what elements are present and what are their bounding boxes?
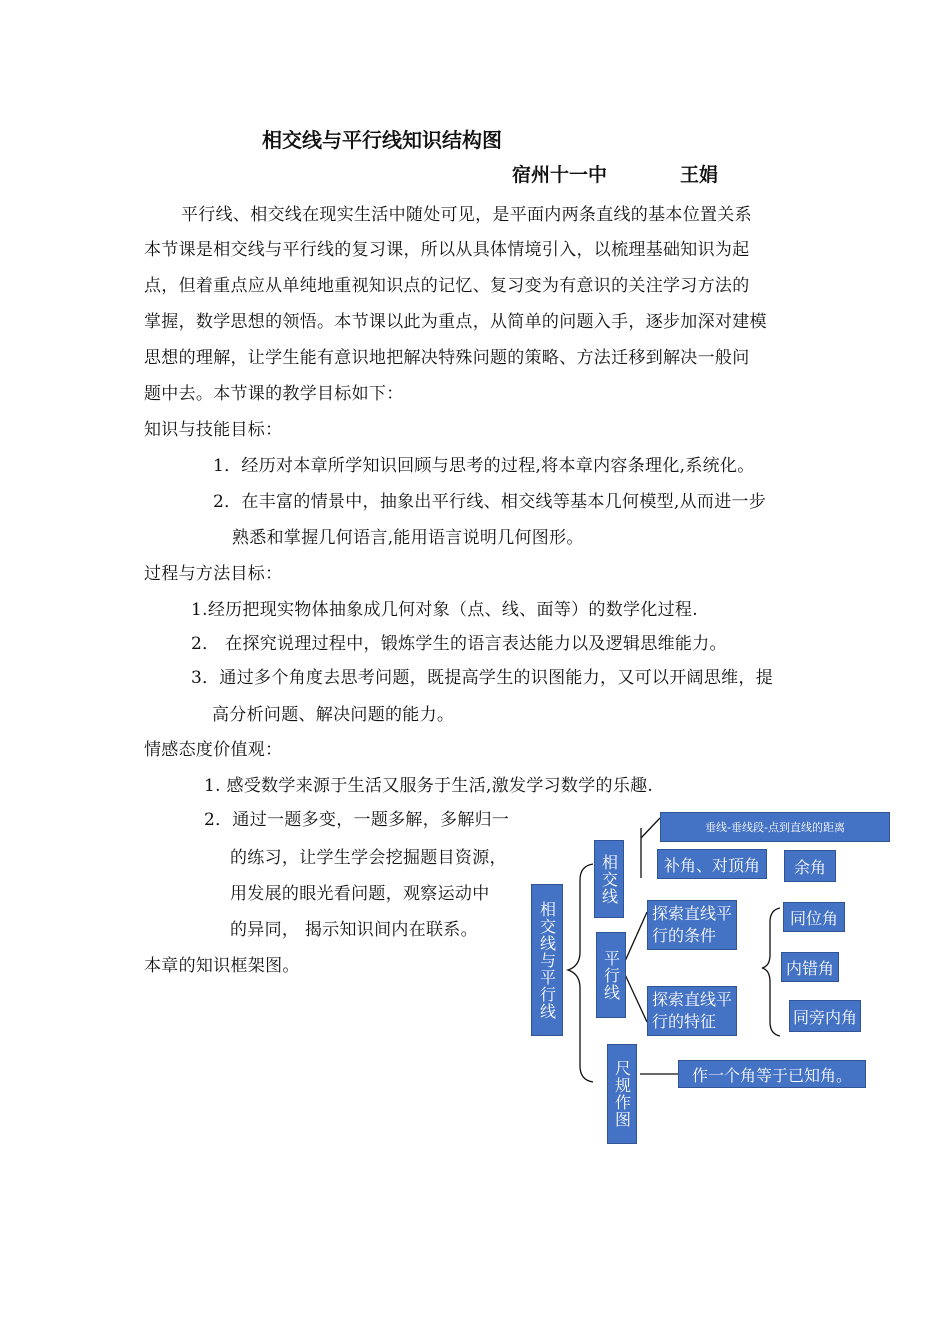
process-item: 3．通过多个角度去思考问题，既提高学生的识图能力，又可以开阔思维，提 <box>191 668 774 688</box>
construction-box: 尺规作图 <box>607 1044 637 1144</box>
intro-line: 思想的理解，让学生能有意识地把解决特殊问题的策略、方法迁移到解决一般问 <box>144 348 750 368</box>
intro-line: 掌握，数学思想的领悟。本节课以此为重点，从简单的问题入手，逐步加深对建模 <box>144 312 767 332</box>
supplementary-vertical-box: 补角、对顶角 <box>657 849 767 879</box>
framework-label: 本章的知识框架图。 <box>144 956 300 976</box>
knowledge-item: 1．经历对本章所学知识回顾与思考的过程,将本章内容条理化,系统化。 <box>213 456 755 476</box>
emotion-item: 2．通过一题多变，一题多解，多解归一 <box>204 810 510 830</box>
emotion-heading: 情感态度价值观： <box>144 740 283 760</box>
root-box: 相交线与平行线 <box>531 884 563 1036</box>
intro-line: 点，但着重点应从单纯地重视知识点的记忆、复习变为有意识的关注学习方法的 <box>144 276 750 296</box>
intro-line: 本节课是相交线与平行线的复习课，所以从具体情境引入，以梳理基础知识为起 <box>144 240 750 260</box>
knowledge-heading: 知识与技能目标： <box>144 420 283 440</box>
intersect-box: 相交线 <box>594 840 624 918</box>
perpendicular-box: 垂线-垂线段-点到直线的距离 <box>660 812 890 842</box>
emotion-item: 1. 感受数学来源于生活又服务于生活,激发学习数学的乐趣. <box>204 776 654 796</box>
process-item: 2． 在探究说理过程中，锻炼学生的语言表达能力以及逻辑思维能力。 <box>191 634 727 654</box>
author-school: 宿州十一中 <box>512 164 608 186</box>
construct-angle-box: 作一个角等于已知角。 <box>678 1060 866 1088</box>
emotion-item: 用发展的眼光看问题，观察运动中 <box>230 884 490 904</box>
corresponding-angle-box: 同位角 <box>783 902 845 932</box>
explore-property-box: 探索直线平行的特征 <box>647 986 737 1036</box>
knowledge-item: 熟悉和掌握几何语言,能用语言说明几何图形。 <box>232 528 584 548</box>
emotion-item: 的异同， 揭示知识间内在联系。 <box>230 920 478 940</box>
page-title: 相交线与平行线知识结构图 <box>262 128 502 152</box>
process-item: 高分析问题、解决问题的能力。 <box>212 705 455 725</box>
complementary-box: 余角 <box>784 850 836 882</box>
process-item: 1.经历把现实物体抽象成几何对象（点、线、面等）的数学化过程. <box>191 600 698 620</box>
knowledge-item: 2．在丰富的情景中，抽象出平行线、相交线等基本几何模型,从而进一步 <box>213 492 767 512</box>
emotion-item: 的练习，让学生学会挖掘题目资源， <box>230 848 507 868</box>
intro-line: 题中去。本节课的教学目标如下： <box>144 384 404 404</box>
parallel-box: 平行线 <box>596 932 626 1018</box>
explore-condition-box: 探索直线平行的条件 <box>647 900 737 950</box>
interior-angle-box: 同旁内角 <box>789 1000 861 1032</box>
intro-line: 平行线、相交线在现实生活中随处可见，是平面内两条直线的基本位置关系 <box>181 205 752 225</box>
author-name: 王娟 <box>680 164 719 186</box>
alternate-angle-box: 内错角 <box>781 952 839 982</box>
process-heading: 过程与方法目标： <box>144 564 283 584</box>
